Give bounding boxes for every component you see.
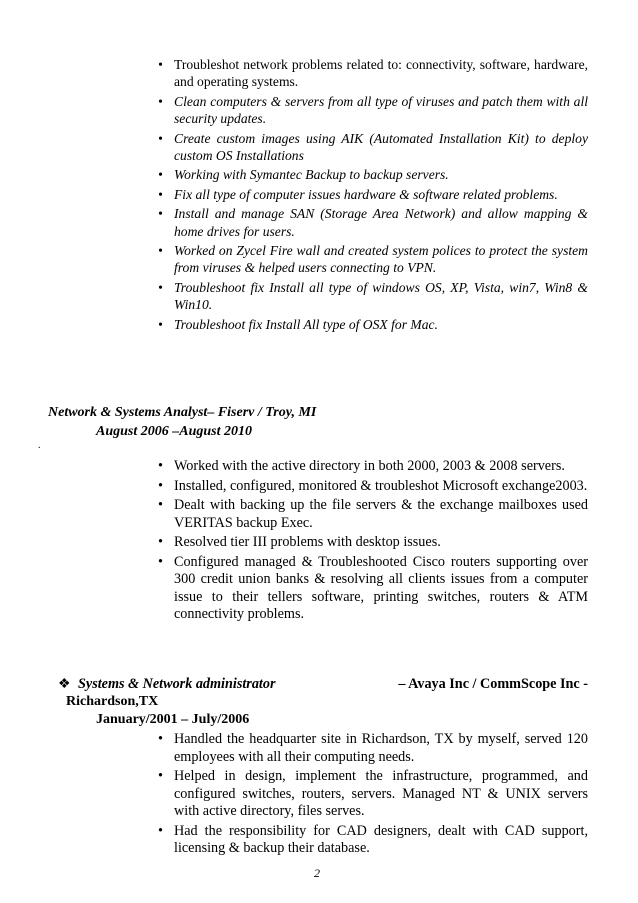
list-item: • Handled the headquarter site in Richardson, TX by myself, served 120 employees with all their computing needs. [158, 731, 588, 765]
job2-title: Network & Systems Analyst– Fiserv / Troy, MI [48, 405, 317, 420]
bullet-icon: • [158, 458, 163, 474]
list-item: • Configured managed & Troubleshooted Cisco routers supporting over 300 credit union banks & resolving all clients issues from a computer issue to their tellers software, printing switches, routers & ATM connectivity problems. [158, 553, 588, 622]
list-item: • Dealt with backing up the file servers & the exchange mailboxes used VERITAS backup Exec. [158, 497, 588, 531]
list-item: • Troubleshot network problems related to: connectivity, software, hardware, and operating systems. [158, 57, 588, 90]
diamond-bullet-icon: ❖ [58, 677, 71, 692]
bullet-icon: • [158, 186, 163, 202]
bullet-icon: • [158, 553, 163, 570]
bullet-icon: • [158, 167, 163, 183]
bullet-icon: • [158, 243, 163, 259]
job2-bullet-list [156, 458, 588, 626]
job3-dates: January/2001 – July/2006 [96, 712, 250, 727]
bullet-icon: • [158, 534, 163, 550]
bullet-icon: • [158, 130, 163, 146]
list-item: • Create custom images using AIK (Automated Installation Kit) to deploy custom OS Installations [158, 130, 588, 164]
job3-location: Richardson,TX [66, 694, 159, 709]
bullet-icon: • [158, 822, 163, 839]
list-item: • Worked on Zycel Fire wall and created system polices to protect the system from viruses & helped users connecting to VPN. [158, 243, 588, 276]
list-item: • Resolved tier III problems with desktop issues. [158, 534, 441, 550]
list-item: • Troubleshoot fix Install all type of windows OS, XP, Vista, win7, Win8 & Win10. [158, 279, 588, 313]
job2-dates: August 2006 –August 2010 [96, 424, 252, 439]
stray-mark: . [38, 440, 41, 451]
bullet-icon: • [158, 316, 163, 332]
section1-bullet-list [156, 56, 588, 335]
list-item: • Fix all type of computer issues hardware & software related problems. [158, 186, 558, 202]
bullet-icon: • [158, 93, 163, 109]
job3-title [78, 676, 588, 693]
list-item: • Clean computers & servers from all type of viruses and patch them with all security updates. [158, 93, 588, 127]
bullet-icon: • [158, 206, 163, 222]
list-item: • Install and manage SAN (Storage Area Network) and allow mapping & home drives for users. [158, 206, 588, 239]
bullet-icon: • [158, 477, 163, 494]
list-item: • Worked with the active directory in both 2000, 2003 & 2008 servers. [158, 458, 565, 474]
job3-company: – Avaya Inc / CommScope Inc - [398, 676, 588, 692]
job3-bullet-list [156, 731, 588, 860]
page-number: 2 [314, 866, 320, 880]
bullet-icon: • [158, 497, 163, 513]
list-item: • Helped in design, implement the infrastructure, programmed, and configured switches, routers, servers. Managed NT & UNIX servers with active directory, files serves. [158, 768, 588, 819]
list-item: • Installed, configured, monitored & troubleshot Microsoft exchange2003. [158, 477, 588, 494]
list-item: • Troubleshoot fix Install All type of OSX for Mac. [158, 316, 438, 332]
list-item: • Had the responsibility for CAD designers, dealt with CAD support, licensing & backup their database. [158, 822, 588, 856]
bullet-icon: • [158, 768, 163, 784]
bullet-icon: • [158, 57, 163, 72]
bullet-icon: • [158, 731, 163, 747]
bullet-icon: • [158, 279, 163, 295]
job3-role: Systems & Network administrator [78, 676, 276, 692]
list-item: • Working with Symantec Backup to backup servers. [158, 167, 449, 183]
